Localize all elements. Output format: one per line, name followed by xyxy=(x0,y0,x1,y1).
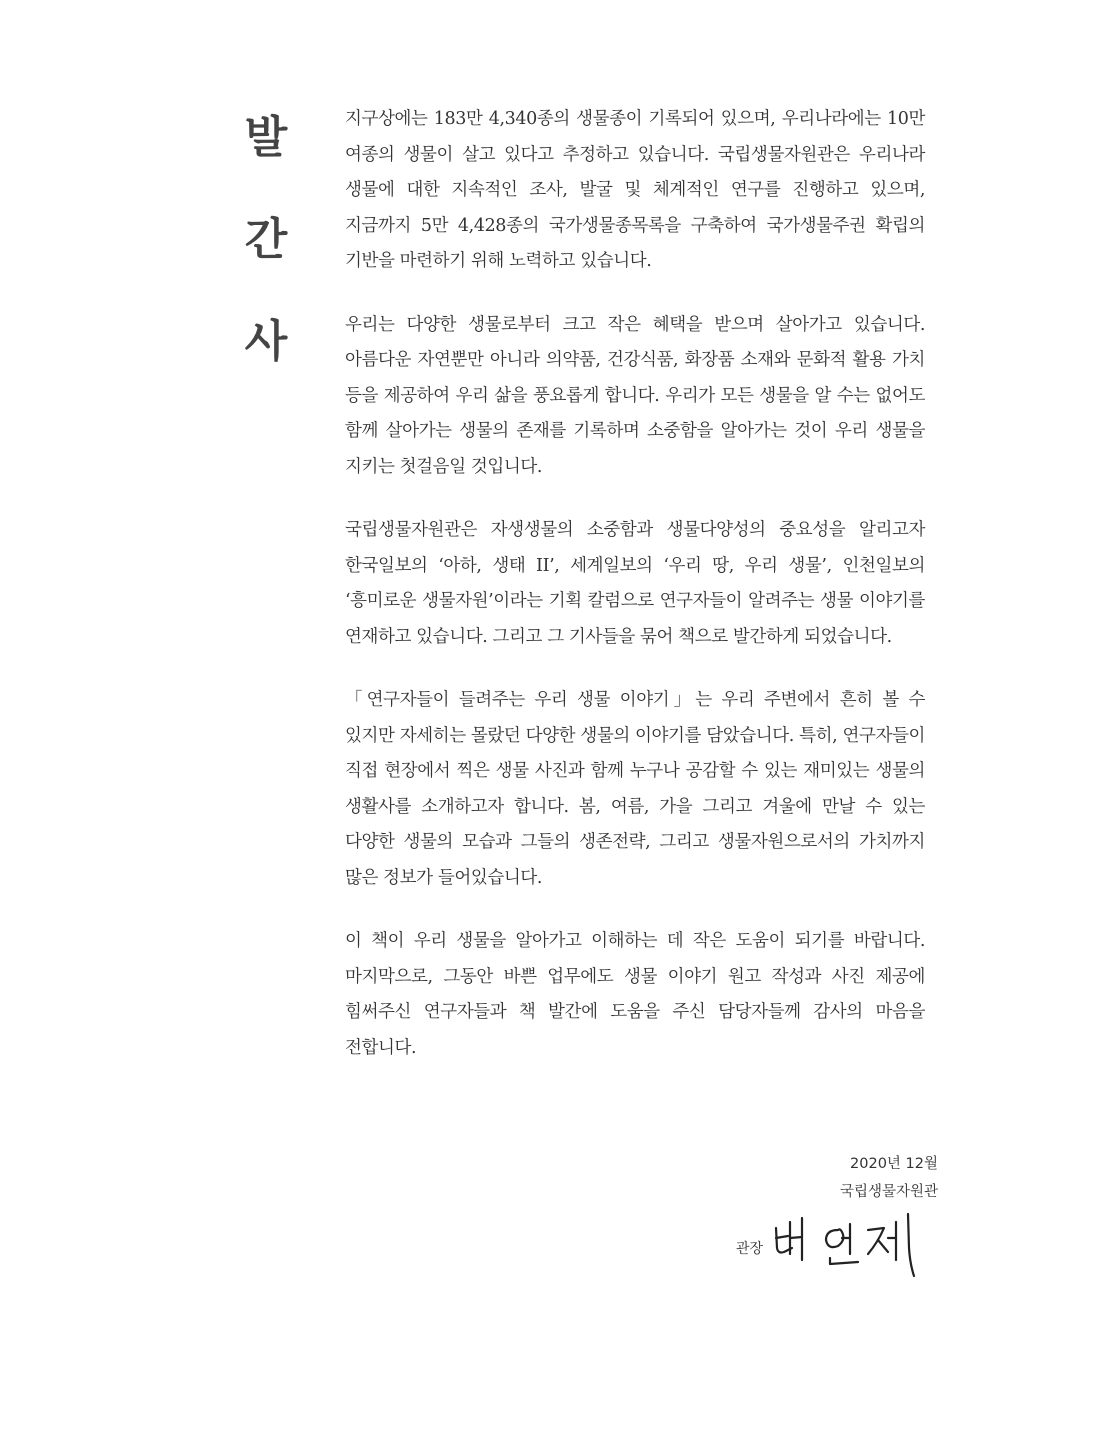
page-title xyxy=(238,108,294,414)
signer-title: 관장 xyxy=(736,1241,764,1257)
paragraph-4: 「연구자들이 들려주는 우리 생물 이야기」는 우리 주변에서 흔히 볼 수 있지만 자세히는 몰랐던 다양한 생물의 이야기를 담았습니다. 특히, 연구자들이 직접 현장에서 찍은 생물 사진과 함께 누구나 공감할 수 있는 재미있는 생물의 생활사를 소개하고자 합니다. 봄, 여름, 가을 그리고 겨울에 만날 수 있는 다양한 생물의 모습과 그들의 생존전략, 그리고 생물자원으로서의 가치까지 많은 정보가 들어있습니다. xyxy=(345,690,925,888)
title-char-1: 발 xyxy=(244,112,288,163)
paragraph-3: 국립생물자원관은 자생생물의 소중함과 생물다양성의 중요성을 알리고자 한국일보의 ‘아하, 생태 II’, 세계일보의 ‘우리 땅, 우리 생물’, 인천일보의 ‘흥미로운 생물자원’이라는 기획 칼럼으로 연구자들이 알려주는 생물 이야기를 연재하고 있습니다. 그리고 그 기사들을 묶어 책으로 발간하게 되었습니다. xyxy=(345,520,925,647)
closing-block xyxy=(840,1150,938,1206)
foreword-body xyxy=(345,102,925,1094)
paragraph-1: 지구상에는 183만 4,340종의 생물종이 기록되어 있으며, 우리나라에는 10만 여종의 생물이 살고 있다고 추정하고 있습니다. 국립생물자원관은 우리나라 생물에 대한 지속적인 조사, 발굴 및 체계적인 연구를 진행하고 있으며, 지금까지 5만 4,428종의 국가생물종목록을 구축하여 국가생물주권 확립의 기반을 마련하기 위해 노력하고 있습니다. xyxy=(345,109,925,271)
closing-organization: 국립생물자원관 xyxy=(839,1184,938,1200)
paragraph-5: 이 책이 우리 생물을 알아가고 이해하는 데 작은 도움이 되기를 바랍니다. 마지막으로, 그동안 바쁜 업무에도 생물 이야기 원고 작성과 사진 제공에 힘써주신 연구자들과 책 발간에 도움을 주신 담당자들께 감사의 마음을 전합니다. xyxy=(345,931,925,1058)
signer-block xyxy=(736,1208,936,1278)
title-char-2: 간 xyxy=(244,214,288,265)
signature-image xyxy=(768,1208,938,1280)
title-char-3: 사 xyxy=(244,316,288,367)
closing-date: 2020년 12월 xyxy=(850,1156,938,1172)
paragraph-2: 우리는 다양한 생물로부터 크고 작은 혜택을 받으며 살아가고 있습니다. 아름다운 자연뿐만 아니라 의약품, 건강식품, 화장품 소재와 문화적 활용 가치 등을 제공하여 우리 삶을 풍요롭게 합니다. 우리가 모든 생물을 알 수는 없어도 함께 살아가는 생물의 존재를 기록하며 소중함을 알아가는 것이 우리 생물을 지키는 첫걸음일 것입니다. xyxy=(345,314,925,477)
